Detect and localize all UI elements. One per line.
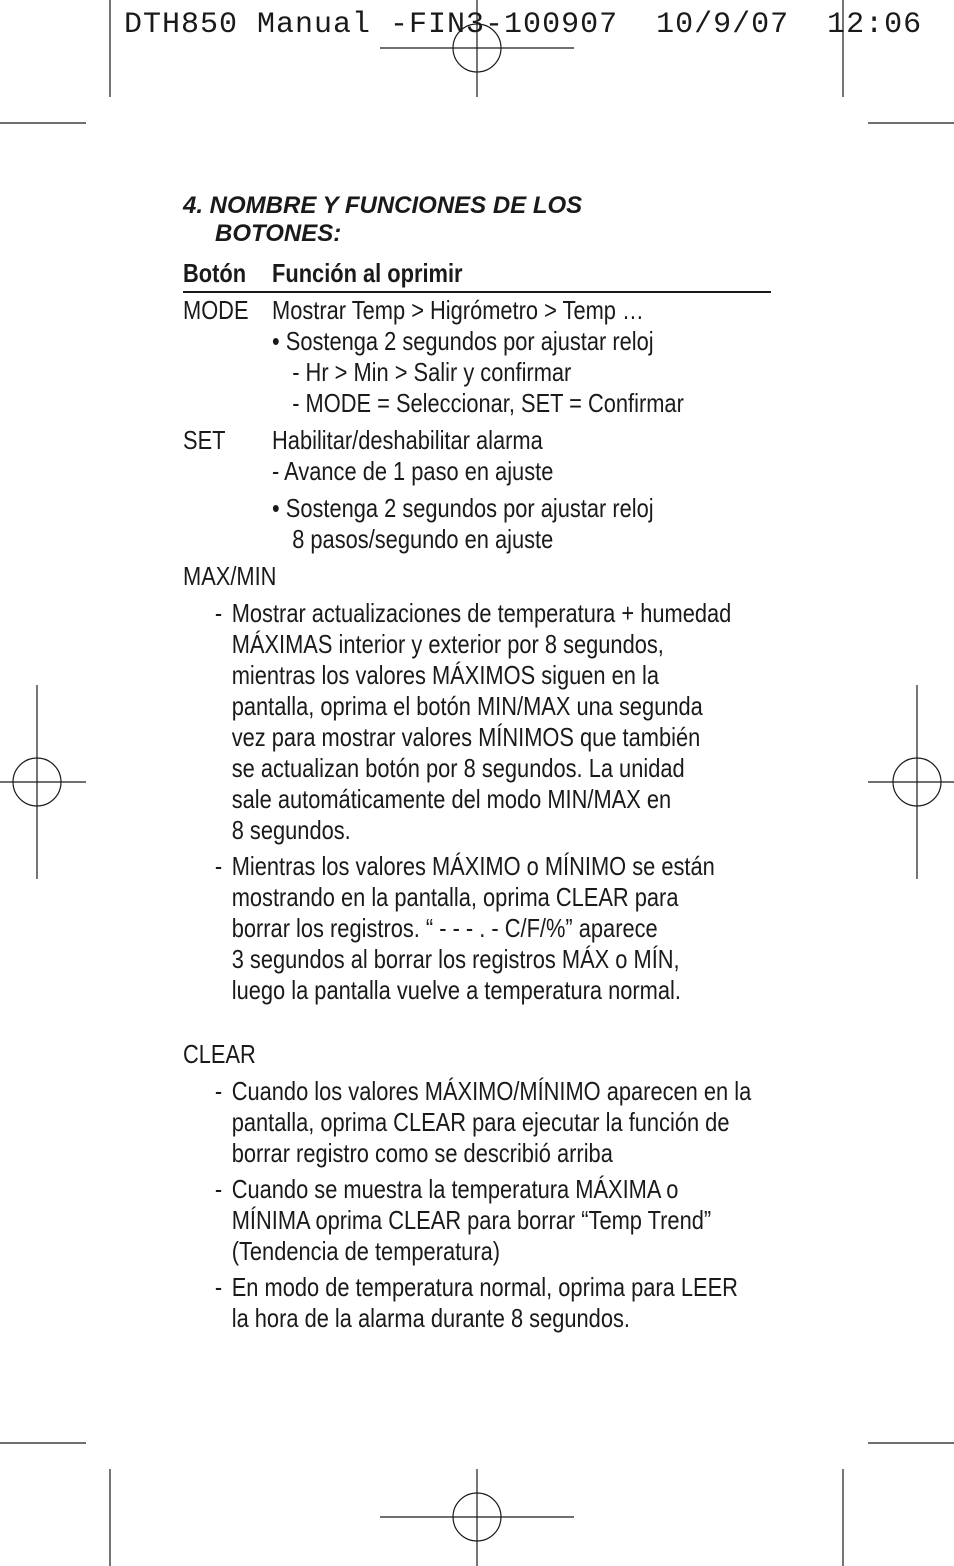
button-description-mode <box>183 295 771 419</box>
text-line: Mientras los valores MÁXIMO o MÍNIMO se están <box>231 851 715 881</box>
text-line: mientras los valores MÁXIMOS siguen en la <box>231 660 659 690</box>
text-line: • Sostenga 2 segundos por ajustar reloj <box>272 326 654 356</box>
text-line: pantalla, oprima el botón MIN/MAX una segunda <box>231 691 703 721</box>
dash-marker: - <box>214 1076 223 1106</box>
text-line: - Hr > Min > Salir y confirmar <box>292 357 572 387</box>
button-name-clear: CLEAR <box>183 1039 256 1069</box>
clear-list <box>183 1076 771 1334</box>
button-row-maxmin <box>183 561 771 1006</box>
button-description-set <box>183 425 771 555</box>
list-item <box>215 1174 771 1267</box>
text-line: borrar registro como se describió arriba <box>231 1138 613 1168</box>
text-line: MÁXIMAS interior y exterior por 8 segundos, <box>231 629 664 659</box>
text-line: Habilitar/deshabilitar alarma <box>272 425 543 455</box>
print-slug: DTH850 Manual -FIN3-100907 10/9/07 12:06 <box>124 8 923 42</box>
list-item <box>215 1272 771 1334</box>
maxmin-list <box>183 598 771 1006</box>
manual-page-content <box>183 192 773 1339</box>
text-line: 3 segundos al borrar los registros MÁX o MÍN, <box>231 944 680 974</box>
text-line: Cuando se muestra la temperatura MÁXIMA o <box>231 1174 679 1204</box>
registration-mark-bottom <box>380 1469 574 1566</box>
text-line: vez para mostrar valores MÍNIMOS que también <box>231 722 701 752</box>
button-name-maxmin: MAX/MIN <box>183 561 277 591</box>
column-header-function: Función al oprimir <box>272 258 463 288</box>
text-line: la hora de la alarma durante 8 segundos. <box>231 1303 630 1333</box>
text-line: pantalla, oprima CLEAR para ejecutar la función de <box>231 1107 730 1137</box>
button-name-mode: MODE <box>183 295 249 325</box>
text-line: luego la pantalla vuelve a temperatura normal. <box>231 975 681 1005</box>
list-item <box>215 851 771 1006</box>
button-row-clear <box>183 1039 771 1334</box>
text-line: - MODE = Seleccionar, SET = Confirmar <box>292 388 684 418</box>
registration-mark-right <box>868 685 954 879</box>
dash-marker: - <box>214 1272 223 1302</box>
text-line: En modo de temperatura normal, oprima para LEER <box>231 1272 738 1302</box>
column-header-button: Botón <box>183 258 247 288</box>
button-name-set: SET <box>183 425 226 455</box>
text-line: 8 pasos/segundo en ajuste <box>292 524 554 554</box>
list-item <box>215 598 771 846</box>
text-line: MÍNIMA oprima CLEAR para borrar “Temp Trend” <box>231 1205 712 1235</box>
button-row-set <box>183 425 771 555</box>
text-line: mostrando en la pantalla, oprima CLEAR para <box>231 882 679 912</box>
section-title-line2: BOTONES: <box>215 220 342 247</box>
text-line: sale automáticamente del modo MIN/MAX en <box>231 784 672 814</box>
spacer <box>183 1011 773 1039</box>
table-header <box>183 258 771 289</box>
text-line: se actualizan botón por 8 segundos. La unidad <box>231 753 685 783</box>
dash-marker: - <box>214 851 223 881</box>
section-title <box>183 192 773 248</box>
text-line: 8 segundos. <box>231 815 351 845</box>
text-line: (Tendencia de temperatura) <box>231 1236 501 1266</box>
registration-mark-left <box>0 685 86 879</box>
list-item <box>215 1076 771 1169</box>
dash-marker: - <box>214 598 223 628</box>
section-title-line1: 4. NOMBRE Y FUNCIONES DE LOS <box>183 192 583 219</box>
registration-mark-top <box>380 0 574 97</box>
button-row-mode <box>183 295 771 419</box>
text-line: - Avance de 1 paso en ajuste <box>272 456 554 486</box>
header-rule <box>183 291 771 293</box>
text-line: borrar los registros. “ - - - . - C/F/%” aparece <box>231 913 658 943</box>
text-line: • Sostenga 2 segundos por ajustar reloj <box>272 493 654 523</box>
text-line: Mostrar Temp > Higrómetro > Temp … <box>272 295 644 325</box>
text-line: Mostrar actualizaciones de temperatura + humedad <box>231 598 732 628</box>
text-line: Cuando los valores MÁXIMO/MÍNIMO aparecen en la <box>231 1076 752 1106</box>
dash-marker: - <box>214 1174 223 1204</box>
